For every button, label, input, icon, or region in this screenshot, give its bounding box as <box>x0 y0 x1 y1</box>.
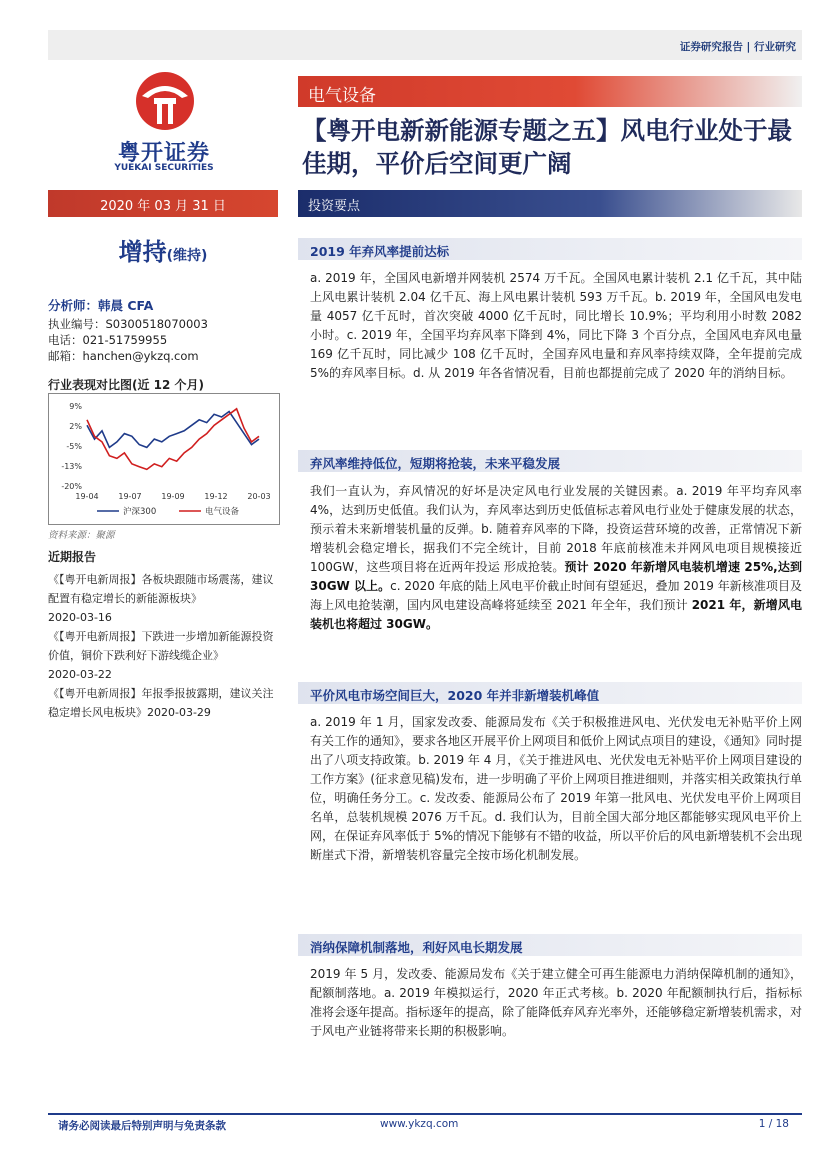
rating-sub: (维持) <box>166 248 208 264</box>
section-body-text: c. 2020 年底的陆上风电平价截止时间有望延迟，叠加 2019 年新核准项目及海上风电抢装潮，国内风电建设高峰将延续至 2021 年全年，我们预计 <box>310 579 802 612</box>
date-banner <box>48 190 278 217</box>
footer-website[interactable]: www.ykzq.com <box>380 1118 459 1130</box>
section-heading-text: 2019 年弃风率提前达标 <box>310 244 450 259</box>
recent-report-title: 《【粤开电新周报】年报季报披露期，建议关注稳定增长风电板块》 <box>48 687 274 719</box>
y-tick-label: 9% <box>69 402 82 411</box>
x-tick-label: 19-04 <box>75 492 99 501</box>
section-body <box>310 482 802 634</box>
logo-name-en: YUEKAI SECURITIES <box>114 163 214 173</box>
top-header-bar <box>48 30 802 60</box>
section-heading <box>298 450 802 472</box>
analyst-license: 执业编号：S0300518070003 <box>48 317 208 331</box>
section-heading-text: 消纳保障机制落地，利好风电长期发展 <box>310 940 523 955</box>
invest-points-label: 投资要点 <box>308 199 361 214</box>
analyst-info <box>48 298 278 364</box>
recent-report-date: 2020-03-29 <box>147 706 211 719</box>
rating-block <box>48 232 278 267</box>
recent-report-title: 《【粤开电新周报】各板块跟随市场震荡，建议配置有稳定增长的新能源板块》 <box>48 573 274 605</box>
legend-label: 电气设备 <box>205 507 240 517</box>
recent-reports-title: 近期报告 <box>48 550 97 564</box>
section-body-bold: 预计 2020 年新增风电装机增速 25%,达到 30GW 以上。 <box>310 560 802 593</box>
performance-chart <box>48 393 280 525</box>
sector-banner <box>298 76 802 107</box>
analyst-email[interactable]: 邮箱：hanchen@ykzq.com <box>48 349 199 363</box>
x-tick-label: 19-12 <box>204 492 228 501</box>
recent-report-date: 2020-03-16 <box>48 611 112 624</box>
rating-main: 增持 <box>118 238 167 266</box>
report-date: 2020 年 03 月 31 日 <box>100 199 226 214</box>
list-item[interactable] <box>48 684 283 722</box>
logo-emblem-icon <box>134 70 196 132</box>
recent-reports-list <box>48 570 283 722</box>
list-item[interactable] <box>48 627 283 684</box>
analyst-name: 分析师：韩晨 CFA <box>48 298 154 313</box>
logo-name-cn: 粤开证券 <box>117 141 210 166</box>
x-tick-label: 19-09 <box>161 492 185 501</box>
y-tick-label: -13% <box>61 462 82 471</box>
x-tick-label: 19-07 <box>118 492 142 501</box>
report-title: 【粤开电新新能源专题之五】风电行业处于最佳期，平价后空间更广阔 <box>302 116 792 178</box>
section-body: a. 2019 年 1 月，国家发改委、能源局发布《关于积极推进风电、光伏发电无补贴平价上网有关工作的通知》，要求各地区开展平价上网项目和低价上网试点项目的建设，《通知》同时提出了八项支持政策。b. 2019 年 4 月，《关于推进风电、光伏发电无补贴平价上网项目建设的工作方案》(征求意见稿)发布，进一步明确了平价上网项目推进细则，并落实相关政策执行单位，明确任务分工。c. 发改委、能源局公布了 2019 年第一批风电、光伏发电平价上网项目名单，总装机规模 2076 万千瓦。d. 我们认为，目前全国大部分地区都能够实现风电平价上网，在保证弃风率低于 5%的情况下能够有不错的收益，所以平价后的风电新增装机不会出现断崖式下滑，新增装机容量完全按市场化机制发展。 <box>310 715 803 862</box>
section-heading <box>298 682 802 704</box>
sector-label: 电气设备 <box>308 86 376 106</box>
chart-source: 资料来源：聚源 <box>48 530 115 541</box>
analyst-phone: 电话：021-51759955 <box>48 333 168 347</box>
section-heading-text: 弃风率维持低位，短期将抢装，未来平稳发展 <box>310 456 561 471</box>
company-logo <box>104 70 224 180</box>
footer-divider <box>48 1113 802 1115</box>
list-item[interactable] <box>48 570 283 627</box>
x-tick-label: 20-03 <box>247 492 271 501</box>
section-heading <box>298 238 802 260</box>
legend-label: 沪深300 <box>123 507 157 517</box>
chart-section-title: 行业表现对比图(近 12 个月) <box>48 378 205 392</box>
section-heading-text: 平价风电市场空间巨大，2020 年并非新增装机峰值 <box>310 688 600 703</box>
y-tick-label: -20% <box>61 482 82 491</box>
footer-page-number: 1 / 18 <box>758 1118 789 1130</box>
section-body-bold: 2021 年，新增风电装机也将超过 30GW。 <box>310 598 802 631</box>
invest-points-banner <box>298 190 802 217</box>
footer-disclaimer[interactable]: 请务必阅读最后特别声明与免责条款 <box>58 1120 226 1132</box>
recent-report-date: 2020-03-22 <box>48 668 112 681</box>
y-tick-label: -5% <box>66 442 82 451</box>
performance-chart-svg <box>49 394 279 524</box>
section-body: a. 2019 年，全国风电新增并网装机 2574 万千瓦。全国风电累计装机 2.1 亿千瓦，其中陆上风电累计装机 2.04 亿千瓦、海上风电累计装机 593 万千瓦。b. 2019 年，全国风电发电量 4057 亿千瓦时，首次突破 4000 亿千瓦时，同比增长 10.9%；平均利用小时数 2082 小时。c. 2019 年，全国平均弃风率下降到 4%，同比下降 3 个百分点，全国风电弃风电量 169 亿千瓦时，同比减少 108 亿千瓦时，全国弃风电量和弃风率持续双降，全年提前完成 5%的弃风率目标。d. 从 2019 年各省情况看，目前也都提前完成了 2020 年的消纳目标。 <box>310 271 802 380</box>
recent-report-title: 《【粤开电新周报】下跌进一步增加新能源投资价值，铜价下跌利好下游线缆企业》 <box>48 630 274 662</box>
section-body: 2019 年 5 月，发改委、能源局发布《关于建立健全可再生能源电力消纳保障机制的通知》，配额制落地。a. 2019 年模拟运行，2020 年正式考核。b. 2020 年配额制执行后，指标标准将会逐年提高。指标逐年的提高，除了能降低弃风弃光率外，还能够稳定新增装机需求，对于风电产业链将带来长期的积极影响。 <box>310 967 803 1038</box>
section-heading <box>298 934 802 956</box>
series-line <box>87 412 259 448</box>
report-type-label: 证券研究报告 | 行业研究 <box>679 41 796 53</box>
y-tick-label: 2% <box>69 422 82 431</box>
section-body-text: 我们一直认为，弃风情况的好坏是决定风电行业发展的关键因素。a. 2019 年平均弃风率 4%，达到历史低值。我们认为，弃风率达到历史低值标志着风电行业处于健康发展的状态，预示着未来新增装机量的反弹。b. 随着弃风率的下降，投资运营环境的改善，正常情况下新增装机会稳定增长，据我们不完全统计，目前 2018 年底前核准未并网风电项目规模接近 100GW，这些项目将在近两年投运 形成抢装。 <box>310 484 802 574</box>
